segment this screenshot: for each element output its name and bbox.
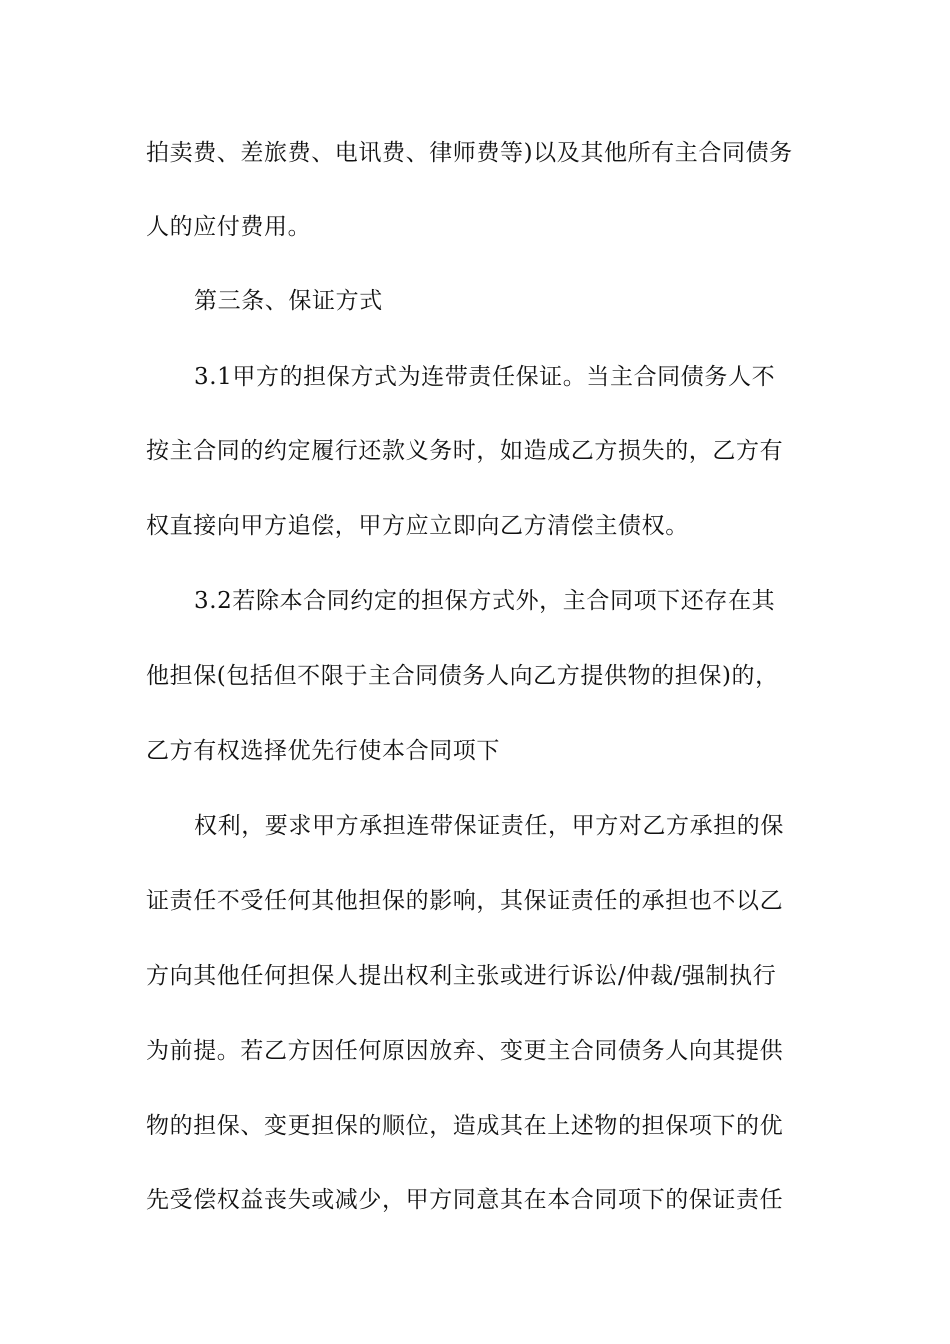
text-line: 先受偿权益丧失或减少，甲方同意其在本合同项下的保证责任 <box>146 1187 784 1213</box>
text-line: 按主合同的约定履行还款义务时，如造成乙方损失的，乙方有 <box>146 438 784 464</box>
text-line: 拍卖费、差旅费、电讯费、律师费等)以及其他所有主合同债务 <box>146 140 793 166</box>
paragraph-start: 权利，要求甲方承担连带保证责任，甲方对乙方承担的保 <box>194 813 784 839</box>
text-line: 物的担保、变更担保的顺位，造成其在上述物的担保项下的优 <box>146 1113 784 1139</box>
text-line: 权直接向甲方追偿，甲方应立即向乙方清偿主债权。 <box>146 513 689 539</box>
text-line: 乙方有权选择优先行使本合同项下 <box>146 738 500 764</box>
text-line: 他担保(包括但不限于主合同债务人向乙方提供物的担保)的， <box>146 663 779 689</box>
text-line: 人的应付费用。 <box>146 214 312 240</box>
section-heading: 第三条、保证方式 <box>194 288 383 314</box>
clause-3-2: 3.2若除本合同约定的担保方式外，主合同项下还存在其 <box>194 588 776 614</box>
text-line: 证责任不受任何其他担保的影响，其保证责任的承担也不以乙 <box>146 888 784 914</box>
clause-3-1: 3.1甲方的担保方式为连带责任保证。当主合同债务人不 <box>194 364 776 390</box>
text-line: 方向其他任何担保人提出权利主张或进行诉讼/仲裁/强制执行 <box>146 963 777 989</box>
text-line: 为前提。若乙方因任何原因放弃、变更主合同债务人向其提供 <box>146 1038 784 1064</box>
